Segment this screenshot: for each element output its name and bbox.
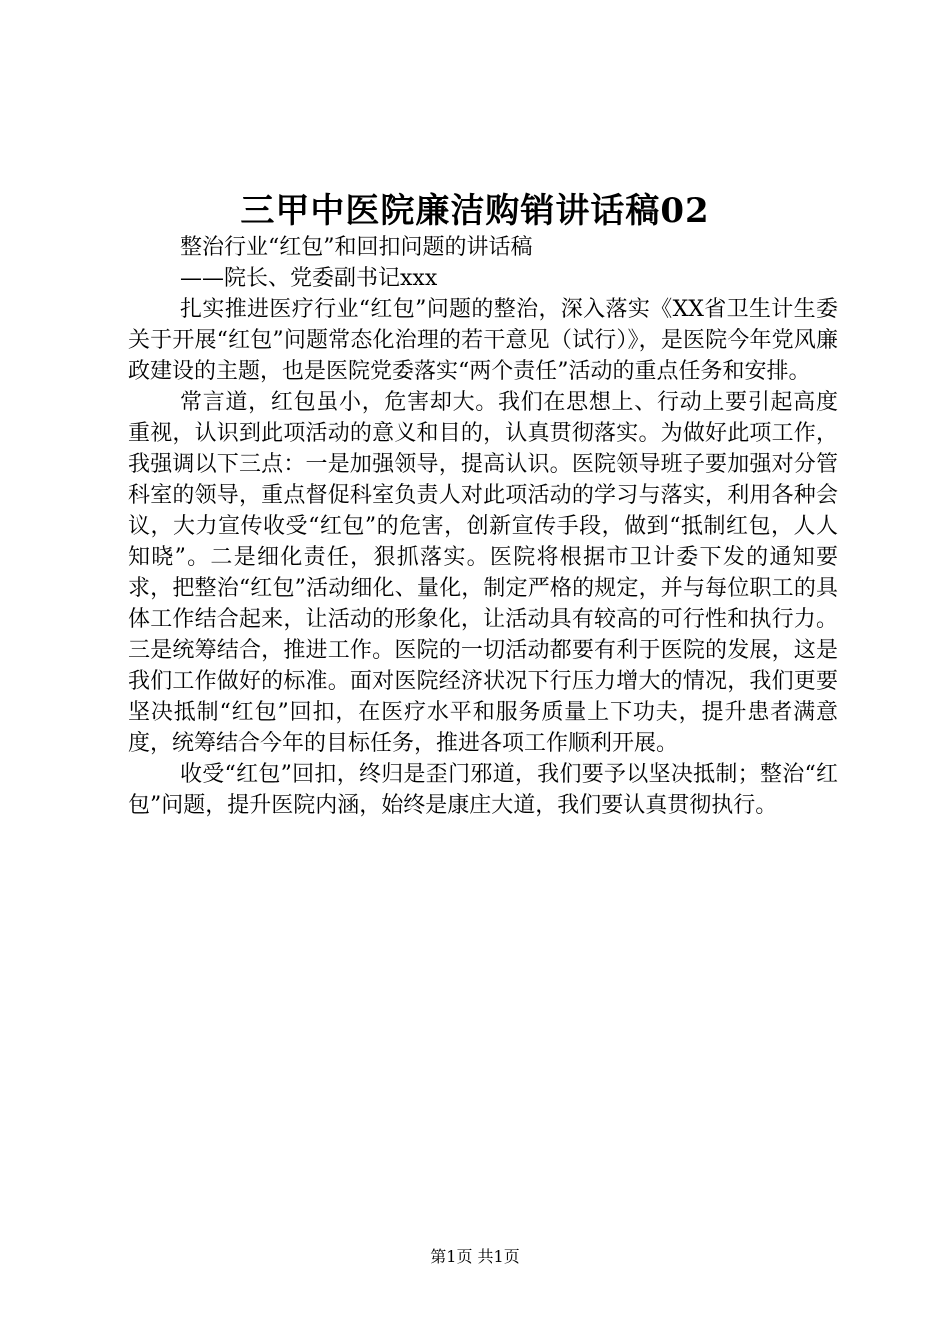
speech-subtitle: 整治行业“红包”和回扣问题的讲话稿 [180, 235, 533, 260]
document-title: 三甲中医院廉洁购销讲话稿02 [240, 191, 710, 231]
document-body [128, 232, 838, 821]
paragraph: 收受“红包”回扣，终归是歪门邪道，我们要予以坚决抵制；整治“红包”问题，提升医院内涵，始终是康庄大道，我们要认真贯彻执行。 [128, 762, 838, 818]
page-number-footer: 第1页 共1页 [430, 1247, 520, 1266]
paragraph: 扎实推进医疗行业“红包”问题的整治，深入落实《XX省卫生计生委关于开展“红包”问题常态化治理的若干意见（试行）》，是医院今年党风廉政建设的主题，也是医院党委落实“两个责任”活动的重点任务和安排。 [128, 297, 838, 384]
paragraph: 常言道，红包虽小，危害却大。我们在思想上、行动上要引起高度重视，认识到此项活动的意义和目的，认真贯彻落实。为做好此项工作，我强调以下三点：一是加强领导，提高认识。医院领导班子要加强对分管科室的领导，重点督促科室负责人对此项活动的学习与落实，利用各种会议，大力宣传收受“红包”的危害，创新宣传手段，做到“抵制红包，人人知晓”。二是细化责任，狠抓落实。医院将根据市卫计委下发的通知要求，把整治“红包”活动细化、量化，制定严格的规定，并与每位职工的具体工作结合起来，让活动的形象化，让活动具有较高的可行性和执行力。三是统筹结合，推进工作。医院的一切活动都要有利于医院的发展，这是我们工作做好的标准。面对医院经济状况下行压力增大的情况，我们更要坚决抵制“红包”回扣，在医疗水平和服务质量上下功夫，提升患者满意度，统筹结合今年的目标任务，推进各项工作顺利开展。 [128, 390, 838, 756]
speech-author: ——院长、党委副书记xxx [180, 266, 438, 291]
